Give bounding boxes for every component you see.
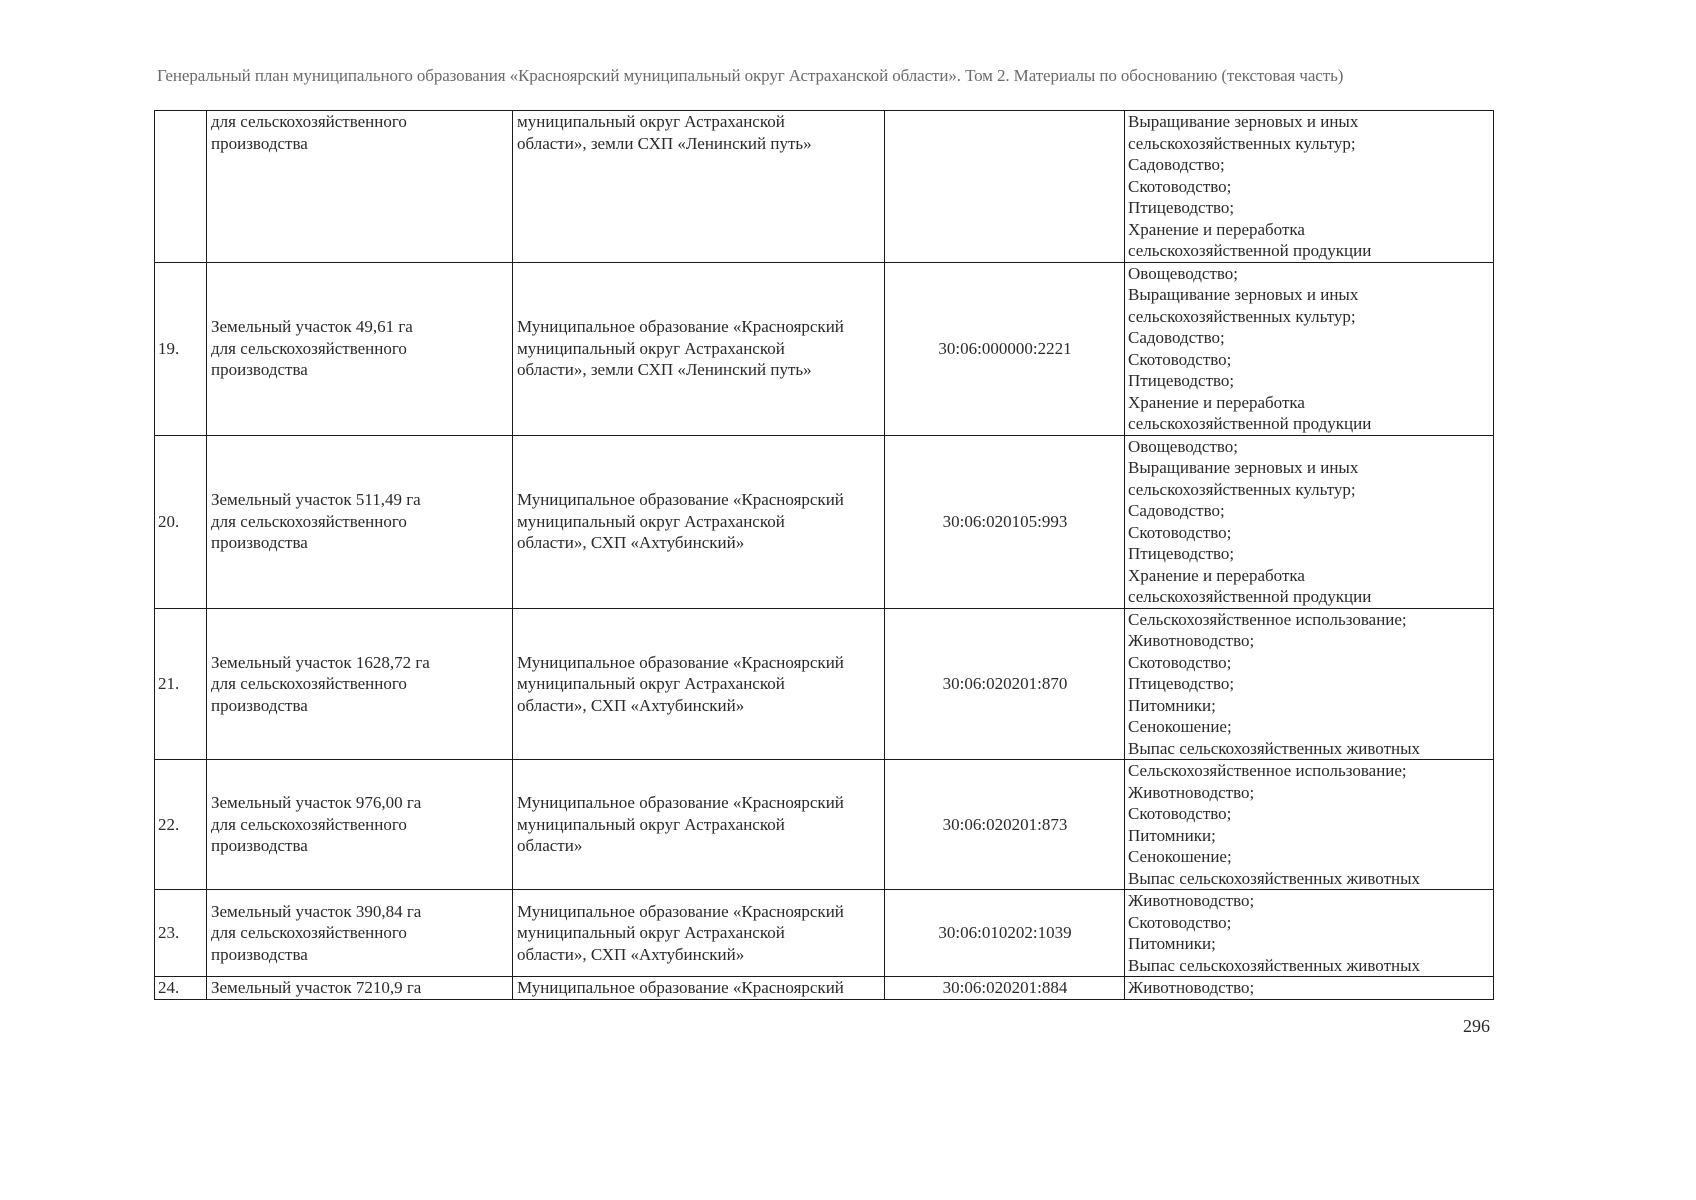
plot-name-line: Земельный участок 976,00 га — [211, 793, 422, 813]
row-number-cell: 21. — [155, 608, 207, 760]
permitted-use-line: Овощеводство; — [1128, 263, 1239, 283]
plot-name-line: производства — [211, 133, 308, 153]
permitted-use-line: Питомники; — [1128, 934, 1216, 953]
permitted-use-line: Животноводство; — [1128, 891, 1255, 910]
permitted-use-line: Птицеводство; — [1128, 371, 1235, 390]
plot-name-line: Земельный участок 390,84 га — [211, 901, 422, 921]
table-row — [155, 435, 1494, 608]
permitted-use-line: Выпас сельскохозяйственных животных — [1128, 738, 1421, 758]
location-line: области» — [517, 836, 583, 856]
permitted-use-line: Скотоводство; — [1128, 176, 1232, 196]
location-line: области», СХП «Ахтубинский» — [517, 533, 745, 553]
permitted-use-line: Скотоводство; — [1128, 912, 1232, 932]
plot-name-line: производства — [211, 360, 308, 380]
permitted-use-line: Выращивание зерновых и иных — [1128, 112, 1359, 131]
location-line: Муниципальное образование «Красноярский — [517, 317, 844, 337]
permitted-use-line: Питомники; — [1128, 695, 1216, 715]
permitted-use-line: Скотоводство; — [1128, 349, 1232, 369]
cadastral-number-cell: 30:06:000000:2221 — [885, 262, 1125, 435]
plot-name-cell — [207, 890, 513, 977]
permitted-use-line: Хранение и переработка — [1128, 565, 1305, 585]
permitted-use-line: сельскохозяйственной продукции — [1128, 587, 1372, 606]
table-row — [155, 262, 1494, 435]
plot-name-line: Земельный участок 1628,72 га — [211, 652, 430, 672]
row-number-cell: 24. — [155, 977, 207, 1000]
row-number-cell — [155, 111, 207, 263]
permitted-use-line: сельскохозяйственных культур; — [1128, 306, 1356, 326]
location-line: муниципальный округ Астраханской — [517, 814, 785, 834]
permitted-use-line: Скотоводство; — [1128, 522, 1232, 542]
permitted-use-line: Садоводство; — [1128, 328, 1225, 347]
location-line: области», земли СХП «Ленинский путь» — [517, 360, 812, 380]
cadastral-number-cell: 30:06:020201:870 — [885, 608, 1125, 760]
row-number-cell: 22. — [155, 760, 207, 890]
permitted-use-line: Птицеводство; — [1128, 198, 1235, 217]
table-row — [155, 608, 1494, 760]
permitted-use-line: Садоводство; — [1128, 501, 1225, 520]
permitted-use-line: Выращивание зерновых и иных — [1128, 458, 1359, 477]
location-cell — [513, 111, 885, 263]
row-number-cell: 23. — [155, 890, 207, 977]
plot-name-line: для сельскохозяйственного — [211, 338, 407, 358]
location-cell — [513, 760, 885, 890]
plot-name-line: производства — [211, 836, 308, 856]
cadastral-number-cell — [885, 111, 1125, 263]
plot-name-line: Земельный участок 7210,9 га — [211, 978, 422, 998]
location-line: муниципальный округ Астраханской — [517, 338, 785, 358]
table-row — [155, 760, 1494, 890]
location-cell — [513, 890, 885, 977]
permitted-use-line: Выращивание зерновых и иных — [1128, 285, 1359, 304]
permitted-use-line: Выпас сельскохозяйственных животных — [1128, 955, 1421, 975]
permitted-use-line: сельскохозяйственных культур; — [1128, 133, 1356, 153]
permitted-use-line: сельскохозяйственной продукции — [1128, 414, 1372, 433]
cadastral-number-cell: 30:06:020201:884 — [885, 977, 1125, 1000]
permitted-use-line: Выпас сельскохозяйственных животных — [1128, 868, 1421, 888]
plot-name-line: производства — [211, 533, 308, 553]
location-line: муниципальный округ Астраханской — [517, 112, 785, 131]
permitted-use-cell — [1125, 890, 1494, 977]
location-line: области», земли СХП «Ленинский путь» — [517, 133, 812, 153]
table-row — [155, 977, 1494, 1000]
plot-name-line: для сельскохозяйственного — [211, 674, 407, 693]
permitted-use-line: Сельскохозяйственное использование; — [1128, 609, 1407, 629]
location-line: Муниципальное образование «Красноярский — [517, 901, 844, 921]
cadastral-number-cell: 30:06:010202:1039 — [885, 890, 1125, 977]
location-line: муниципальный округ Астраханской — [517, 511, 785, 531]
land-plots-table — [154, 110, 1494, 1000]
permitted-use-line: Животноводство; — [1128, 631, 1255, 650]
permitted-use-line: Хранение и переработка — [1128, 219, 1305, 239]
location-line: Муниципальное образование «Красноярский — [517, 490, 844, 510]
permitted-use-line: Скотоводство; — [1128, 652, 1232, 672]
table-row — [155, 890, 1494, 977]
location-cell — [513, 977, 885, 1000]
permitted-use-line: Хранение и переработка — [1128, 392, 1305, 412]
page-header: Генеральный план муниципального образования «Красноярский муниципальный округ Астраханской области». Том 2. Материалы по обоснованию (текстовая часть) — [157, 66, 1344, 85]
permitted-use-cell — [1125, 262, 1494, 435]
location-line: Муниципальное образование «Красноярский — [517, 793, 844, 813]
permitted-use-line: Сенокошение; — [1128, 717, 1232, 736]
permitted-use-line: Птицеводство; — [1128, 544, 1235, 563]
plot-name-line: для сельскохозяйственного — [211, 112, 407, 131]
location-cell — [513, 608, 885, 760]
permitted-use-line: Животноводство; — [1128, 978, 1255, 997]
permitted-use-cell — [1125, 111, 1494, 263]
plot-name-cell — [207, 435, 513, 608]
permitted-use-line: Животноводство; — [1128, 782, 1255, 802]
location-cell — [513, 435, 885, 608]
permitted-use-line: Сенокошение; — [1128, 847, 1232, 866]
plot-name-cell — [207, 111, 513, 263]
permitted-use-line: Садоводство; — [1128, 155, 1225, 174]
permitted-use-line: сельскохозяйственных культур; — [1128, 479, 1356, 499]
cadastral-number-cell: 30:06:020105:993 — [885, 435, 1125, 608]
permitted-use-line: Питомники; — [1128, 825, 1216, 845]
location-line: области», СХП «Ахтубинский» — [517, 944, 745, 964]
plot-name-line: Земельный участок 511,49 га — [211, 490, 421, 510]
page-number: 296 — [1463, 1016, 1490, 1036]
permitted-use-line: сельскохозяйственной продукции — [1128, 241, 1372, 260]
permitted-use-cell — [1125, 435, 1494, 608]
permitted-use-cell — [1125, 760, 1494, 890]
permitted-use-line: Скотоводство; — [1128, 804, 1232, 823]
location-line: области», СХП «Ахтубинский» — [517, 695, 745, 715]
permitted-use-cell — [1125, 977, 1494, 1000]
location-line: муниципальный округ Астраханской — [517, 923, 785, 943]
location-line: муниципальный округ Астраханской — [517, 674, 785, 693]
plot-name-cell — [207, 760, 513, 890]
plot-name-line: для сельскохозяйственного — [211, 923, 407, 943]
location-line: Муниципальное образование «Красноярский — [517, 652, 844, 672]
table-row — [155, 111, 1494, 263]
permitted-use-line: Птицеводство; — [1128, 674, 1235, 693]
plot-name-cell — [207, 608, 513, 760]
location-cell — [513, 262, 885, 435]
permitted-use-cell — [1125, 608, 1494, 760]
plot-name-line: производства — [211, 695, 308, 715]
plot-name-cell — [207, 262, 513, 435]
location-line: Муниципальное образование «Красноярский — [517, 978, 844, 998]
plot-name-line: для сельскохозяйственного — [211, 814, 407, 834]
cadastral-number-cell: 30:06:020201:873 — [885, 760, 1125, 890]
row-number-cell: 20. — [155, 435, 207, 608]
plot-name-line: Земельный участок 49,61 га — [211, 317, 413, 337]
plot-name-cell — [207, 977, 513, 1000]
plot-name-line: для сельскохозяйственного — [211, 511, 407, 531]
permitted-use-line: Овощеводство; — [1128, 436, 1239, 456]
permitted-use-line: Сельскохозяйственное использование; — [1128, 761, 1407, 780]
row-number-cell: 19. — [155, 262, 207, 435]
plot-name-line: производства — [211, 944, 308, 964]
